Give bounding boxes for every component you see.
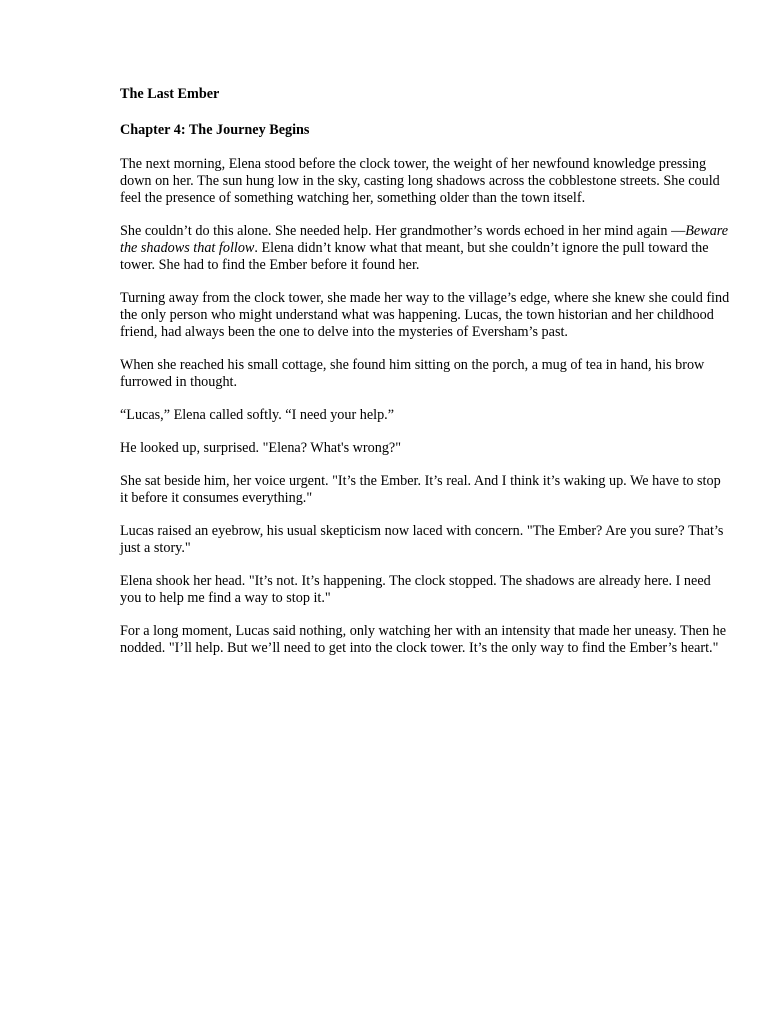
paragraph-6: He looked up, surprised. "Elena? What's wrong?" <box>120 440 401 456</box>
paragraph-1: The next morning, Elena stood before the clock tower, the weight of her newfound knowledge pressing down on her. The sun hung low in the sky, casting long shadows across the cobblestone streets. She could feel the presence of something watching her, something older than the town itself. <box>120 156 720 206</box>
paragraph-2 <box>120 223 732 274</box>
paragraph-4: When she reached his small cottage, she found him sitting on the porch, a mug of tea in hand, his brow furrowed in thought. <box>120 357 705 390</box>
chapter-heading: Chapter 4: The Journey Begins <box>120 122 310 138</box>
paragraph-2-italic-quote: Beware the shadows that follow <box>120 223 729 256</box>
document-body <box>120 86 732 673</box>
paragraph-7: She sat beside him, her voice urgent. "It’s the Ember. It’s real. And I think it’s waking up. We have to stop it before it consumes everything." <box>120 473 721 506</box>
paragraph-2-text-end: . Elena didn’t know what that meant, but she couldn’t ignore the pull toward the tower. She had to find the Ember before it found her. <box>120 240 709 273</box>
paragraph-9: Elena shook her head. "It’s not. It’s happening. The clock stopped. The shadows are already here. I need you to help me find a way to stop it." <box>120 573 711 606</box>
paragraph-10: For a long moment, Lucas said nothing, only watching her with an intensity that made her uneasy. Then he nodded. "I’ll help. But we’ll need to get into the clock tower. It’s the only way to find the Ember’s heart." <box>120 623 726 656</box>
paragraph-8: Lucas raised an eyebrow, his usual skepticism now laced with concern. "The Ember? Are you sure? That’s just a story." <box>120 523 724 556</box>
document-title: The Last Ember <box>120 86 220 102</box>
paragraph-3: Turning away from the clock tower, she made her way to the village’s edge, where she knew she could find the only person who might understand what was happening. Lucas, the town historian and her childhood friend, had always been the one to delve into the mysteries of Eversham’s past. <box>120 290 730 340</box>
paragraph-5: “Lucas,” Elena called softly. “I need your help.” <box>120 407 395 423</box>
paragraph-2-text-start: She couldn’t do this alone. She needed help. Her grandmother’s words echoed in her mind again — <box>120 223 686 239</box>
